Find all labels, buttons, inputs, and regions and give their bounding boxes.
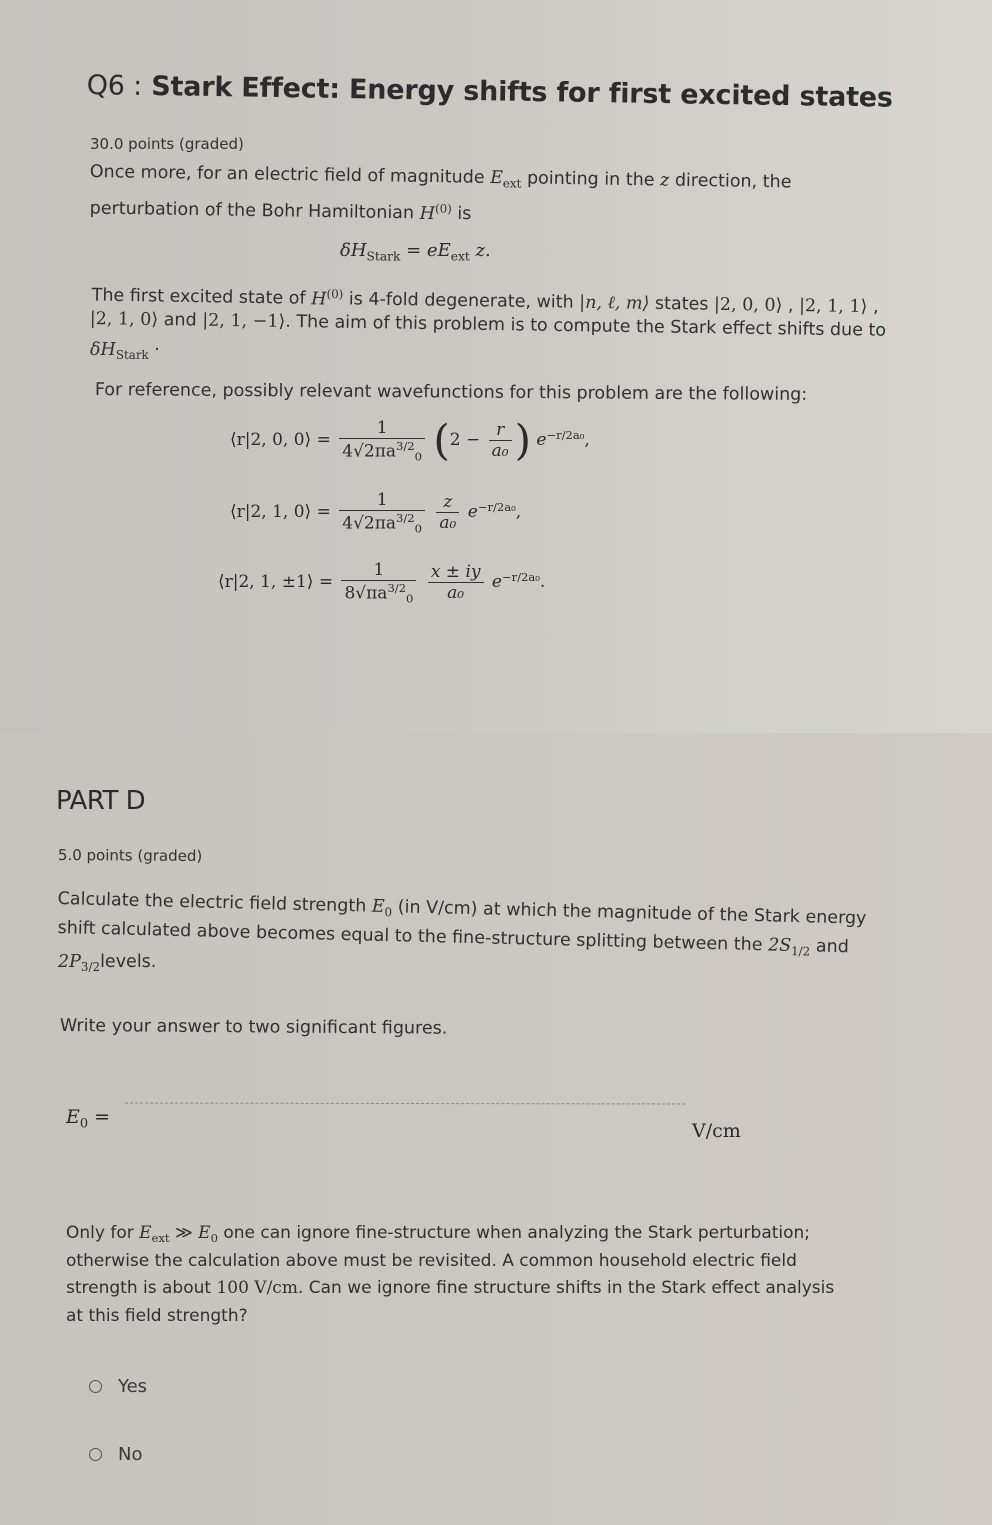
question-points: 30.0 points (graded)	[90, 135, 244, 153]
part-d-title: PART D	[56, 786, 146, 816]
radio-no[interactable]	[89, 1448, 102, 1461]
part-d-points: 5.0 points (graded)	[57, 846, 203, 866]
answer-unit: V/cm	[692, 1120, 741, 1142]
reference-intro: For reference, possibly relevant wavefunctions for this problem are the following:	[94, 379, 808, 405]
option-no[interactable]	[89, 1444, 142, 1465]
wavefunction-210: ⟨r|2, 1, 0⟩ = $\frac{1}{4√2\pi a^{3/2}_0}$ $\frac{z}{\text{a₀}}$ $e^{-r/2a_0}$,	[230, 490, 522, 536]
followup-line-3: strength is about 100 V/cm. Can we ignore fine structure shifts in the Stark effect analysis	[66, 1278, 835, 1298]
question-number: Q6 :	[86, 70, 143, 102]
followup-line-4: at this field strength?	[66, 1306, 248, 1326]
part-d-prompt-line-3: $2P_{3/2}levels$.	[58, 952, 157, 975]
ket-nlm: |n, ℓ, m⟩	[579, 292, 650, 314]
degeneracy-line-3: $\delta H_{Stark}$ ·	[90, 340, 160, 363]
ket-211: |2, 1, 1⟩	[798, 296, 868, 318]
stark-hamiltonian-equation: $\delta H_{Stark} = eE_{ext}$ z.	[340, 240, 491, 264]
ket-200: |2, 0, 0⟩	[713, 294, 783, 316]
e0-answer-input[interactable]	[125, 1105, 689, 1143]
part-d-prompt-line-1: Calculate the electric field strength $E_0$ (in V/cm) at which the magnitude of the Stark energy	[57, 888, 867, 929]
intro-line-2: perturbation of the Bohr Hamiltonian $H^{(0)}$ is	[89, 198, 472, 225]
part-d-instruction: Write your answer to two significant figures.	[59, 1015, 448, 1039]
ket-210: |2, 1, 0⟩	[89, 308, 159, 331]
answer-label: $E_0$ =	[66, 1106, 111, 1132]
h0-symbol: $H^{(0)}$	[419, 201, 452, 224]
e-ext-symbol: $E_{ext}$	[489, 167, 522, 191]
followup-line-2: otherwise the calculation above must be revisited. A common household electric field	[66, 1251, 797, 1271]
question-title-text: Stark Effect: Energy shifts for first excited states	[151, 71, 894, 114]
degeneracy-line-1: The first excited state of $H^{(0)}$ is 4-fold degenerate, with |n, ℓ, m⟩ states |2, 0, 0⟩ , |2, 1, 1⟩ ,	[91, 285, 879, 318]
option-yes[interactable]	[89, 1376, 147, 1397]
degeneracy-line-2: |2, 1, 0⟩ and |2, 1, −1⟩. The aim of this problem is to compute the Stark effect shifts due to	[89, 308, 887, 341]
wavefunction-200: ⟨r|2, 0, 0⟩ = $\frac{1}{4√2\pi a^{3/2}_0}$ (2 − $\frac{r}{\text{a₀}}$ ) $e^{-r/2a_0}$,	[230, 415, 590, 465]
wavefunction-21pm1: ⟨r|2, 1, ±1⟩ = $\frac{1}{8√\pi a^{3/2}_0}$ $\frac{x \pm iy}{\text{a₀}}$ $e^{-r/2a_0}$.	[218, 560, 546, 606]
part-d-prompt-line-2: shift calculated above becomes equal to the fine-structure splitting between the $2S_{1/2}$ and	[57, 917, 850, 959]
option-yes-label: Yes	[118, 1376, 148, 1397]
followup-line-1: Only for $E_{ext}$ ≫ $E_0$ one can ignore fine-structure when analyzing the Stark perturbation;	[66, 1223, 811, 1246]
option-no-label: No	[118, 1444, 143, 1465]
intro-line-1: Once more, for an electric field of magnitude $E_{ext}$ pointing in the z direction, the	[89, 161, 792, 193]
radio-yes[interactable]	[89, 1380, 102, 1393]
ket-21m1: |2, 1, −1⟩	[202, 310, 286, 332]
